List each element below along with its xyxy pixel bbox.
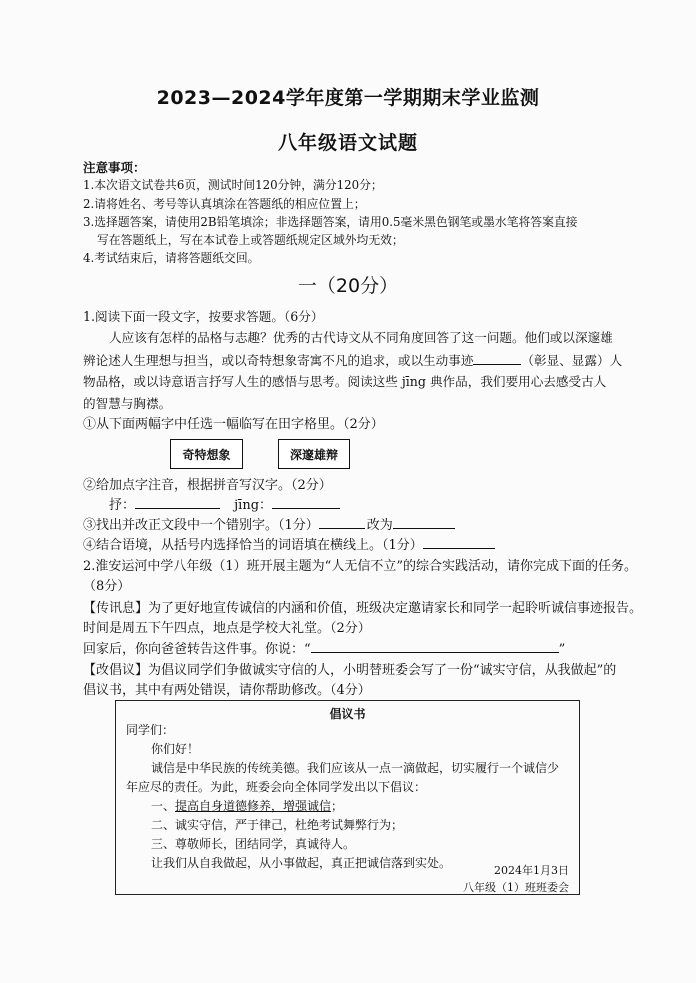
calligraphy-sample-2 — [278, 439, 350, 469]
q1-sub-2: ②给加点字注音，根据拼音写汉字。（2分） — [83, 478, 332, 493]
notice-item-2: 2.请将姓名、考号等认真填涂在答题纸的相应位置上； — [83, 197, 366, 211]
q1-passage-line-3: 物品格，或以诗意语言抒写人生的感悟与思考。阅读这些 jīng 典作品，我们要用心去感受古人 — [83, 374, 607, 389]
proposal-letter-item-2: 二、诚实守信，严于律己，杜绝考试舞弊行为； — [151, 818, 404, 832]
q1-sub-3-blank-2[interactable] — [393, 516, 455, 529]
proposal-letter-closing: 让我们从自我做起，从小事做起，真正把诚信落到实处。 — [151, 856, 452, 870]
proposal-letter-item-1-prefix: 一、 — [151, 799, 176, 813]
calligraphy-sample-2-text: 深邃雄辩 — [289, 448, 338, 462]
q1-sub-2-pinyin-blank[interactable] — [272, 496, 340, 509]
q2-task-1-line-1: 【传讯息】为了更好地宣传诚信的内涵和价值，班级决定邀请家长和同学一起聆听诚信事迹报告。 — [83, 601, 643, 616]
calligraphy-sample-1 — [170, 439, 243, 469]
proposal-letter-title: 倡议书 — [329, 707, 366, 721]
q2-task-1-blank[interactable] — [311, 640, 559, 653]
q1-sub-3-text: ③找出并改正文段中一个错别字。（1分） — [83, 518, 319, 533]
q2-task-2-line-1: 【改倡议】为倡议同学们争做诚实守信的人，小明替班委会写了一份“诚实守信，从我做起”的 — [83, 663, 617, 678]
proposal-letter-item-1 — [151, 797, 343, 814]
proposal-letter-body-line-1: 诚信是中华民族的传统美德。我们应该从一点一滴做起，切实履行一个诚信少 — [151, 761, 560, 775]
proposal-letter-salutation: 同学们： — [126, 723, 175, 737]
q1-sub-3-change: 改为 — [366, 518, 393, 533]
notice-item-1: 1.本次语文试卷共6页，测试时间120分钟，满分120分； — [83, 178, 383, 192]
q2-task-1-line-3 — [83, 638, 565, 657]
notice-heading: 注意事项： — [83, 160, 146, 175]
notice-item-3-cont: 写在答题纸上，写在本试卷上或答题纸规定区域外均无效； — [97, 233, 404, 247]
q1-passage-line-2 — [83, 350, 622, 369]
q1-sub-2-pinyin: jīng： — [234, 498, 273, 513]
q1-sub-4 — [83, 534, 495, 553]
proposal-letter-item-3: 三、尊敬师长，团结同学，真诚待人。 — [151, 837, 356, 851]
q1-passage-line-1: 人应该有怎样的品格与志趣？优秀的古代诗文从不同角度回答了这一问题。他们或以深邃雄 — [109, 330, 613, 345]
q1-sub-2-char-blank[interactable] — [135, 496, 220, 509]
q1-passage-line-2a: 辨论述人生理想与担当，或以奇特想象寄寓不凡的追求，或以生动事迹 — [83, 353, 474, 368]
q2-task-1-line-2: 时间是周五下午四点，地点是学校大礼堂。（2分） — [83, 621, 371, 636]
proposal-letter-signature: 八年级（1）班班委会 — [463, 881, 569, 894]
proposal-letter-box — [115, 700, 580, 895]
q1-passage-line-4: 的智慧与胸襟。 — [83, 396, 172, 411]
q2-task-2-line-2: 倡议书，其中有两处错误，请你帮助修改。（4分） — [83, 683, 371, 698]
notice-item-3: 3.选择题答案，请使用2B铅笔填涂；非选择题答案，请用0.5毫米黑色钢笔或墨水笔将答案直接 — [83, 215, 578, 229]
q1-sub-3-blank-1[interactable] — [319, 516, 365, 529]
q1-sub-4-text: ④结合语境，从括号内选择恰当的词语填在横线上。（1分） — [83, 538, 423, 553]
proposal-letter-item-1-underlined: 提高自身道德修养，增强诚信 — [175, 799, 332, 813]
q1-passage-line-2b: （彰显、显露）人 — [521, 353, 623, 368]
section-heading: 一（20分） — [297, 275, 399, 297]
q1-stem: 1.阅读下面一段文字，按要求答题。（6分） — [83, 309, 324, 324]
q2-stem-line-1: 2.淮安运河中学八年级（1）班开展主题为“人无信不立”的综合实践活动，请你完成下面的任务。 — [83, 559, 637, 574]
proposal-letter-item-1-suffix: ； — [331, 799, 344, 813]
notice-item-4: 4.考试结束后，请将答题纸交回。 — [83, 251, 260, 265]
q1-sub-4-blank[interactable] — [423, 536, 495, 549]
q1-passage-blank[interactable] — [473, 352, 521, 365]
q1-sub-1: ①从下面两幅字中任选一幅临写在田字格里。（2分） — [83, 417, 384, 432]
q1-sub-2-answers — [109, 494, 340, 513]
q1-sub-3 — [83, 514, 455, 533]
q2-task-1-close: ” — [558, 642, 566, 657]
page-title: 2023—2024学年度第一学期期末学业监测 — [156, 87, 540, 109]
q2-stem-line-2: （8分） — [83, 579, 131, 594]
page-subtitle: 八年级语文试题 — [277, 132, 418, 154]
proposal-letter-date: 2024年1月3日 — [494, 864, 569, 877]
proposal-letter-body-line-2: 年应尽的责任。为此，班委会向全体同学发出以下倡议： — [126, 780, 427, 794]
q2-task-1-prompt: 回家后，你向爸爸转告这件事。你说：“ — [83, 642, 311, 657]
proposal-letter-greeting: 你们好！ — [151, 742, 200, 756]
calligraphy-sample-1-text: 奇特想象 — [182, 448, 231, 462]
q1-sub-2-char: 抒： — [109, 498, 136, 513]
